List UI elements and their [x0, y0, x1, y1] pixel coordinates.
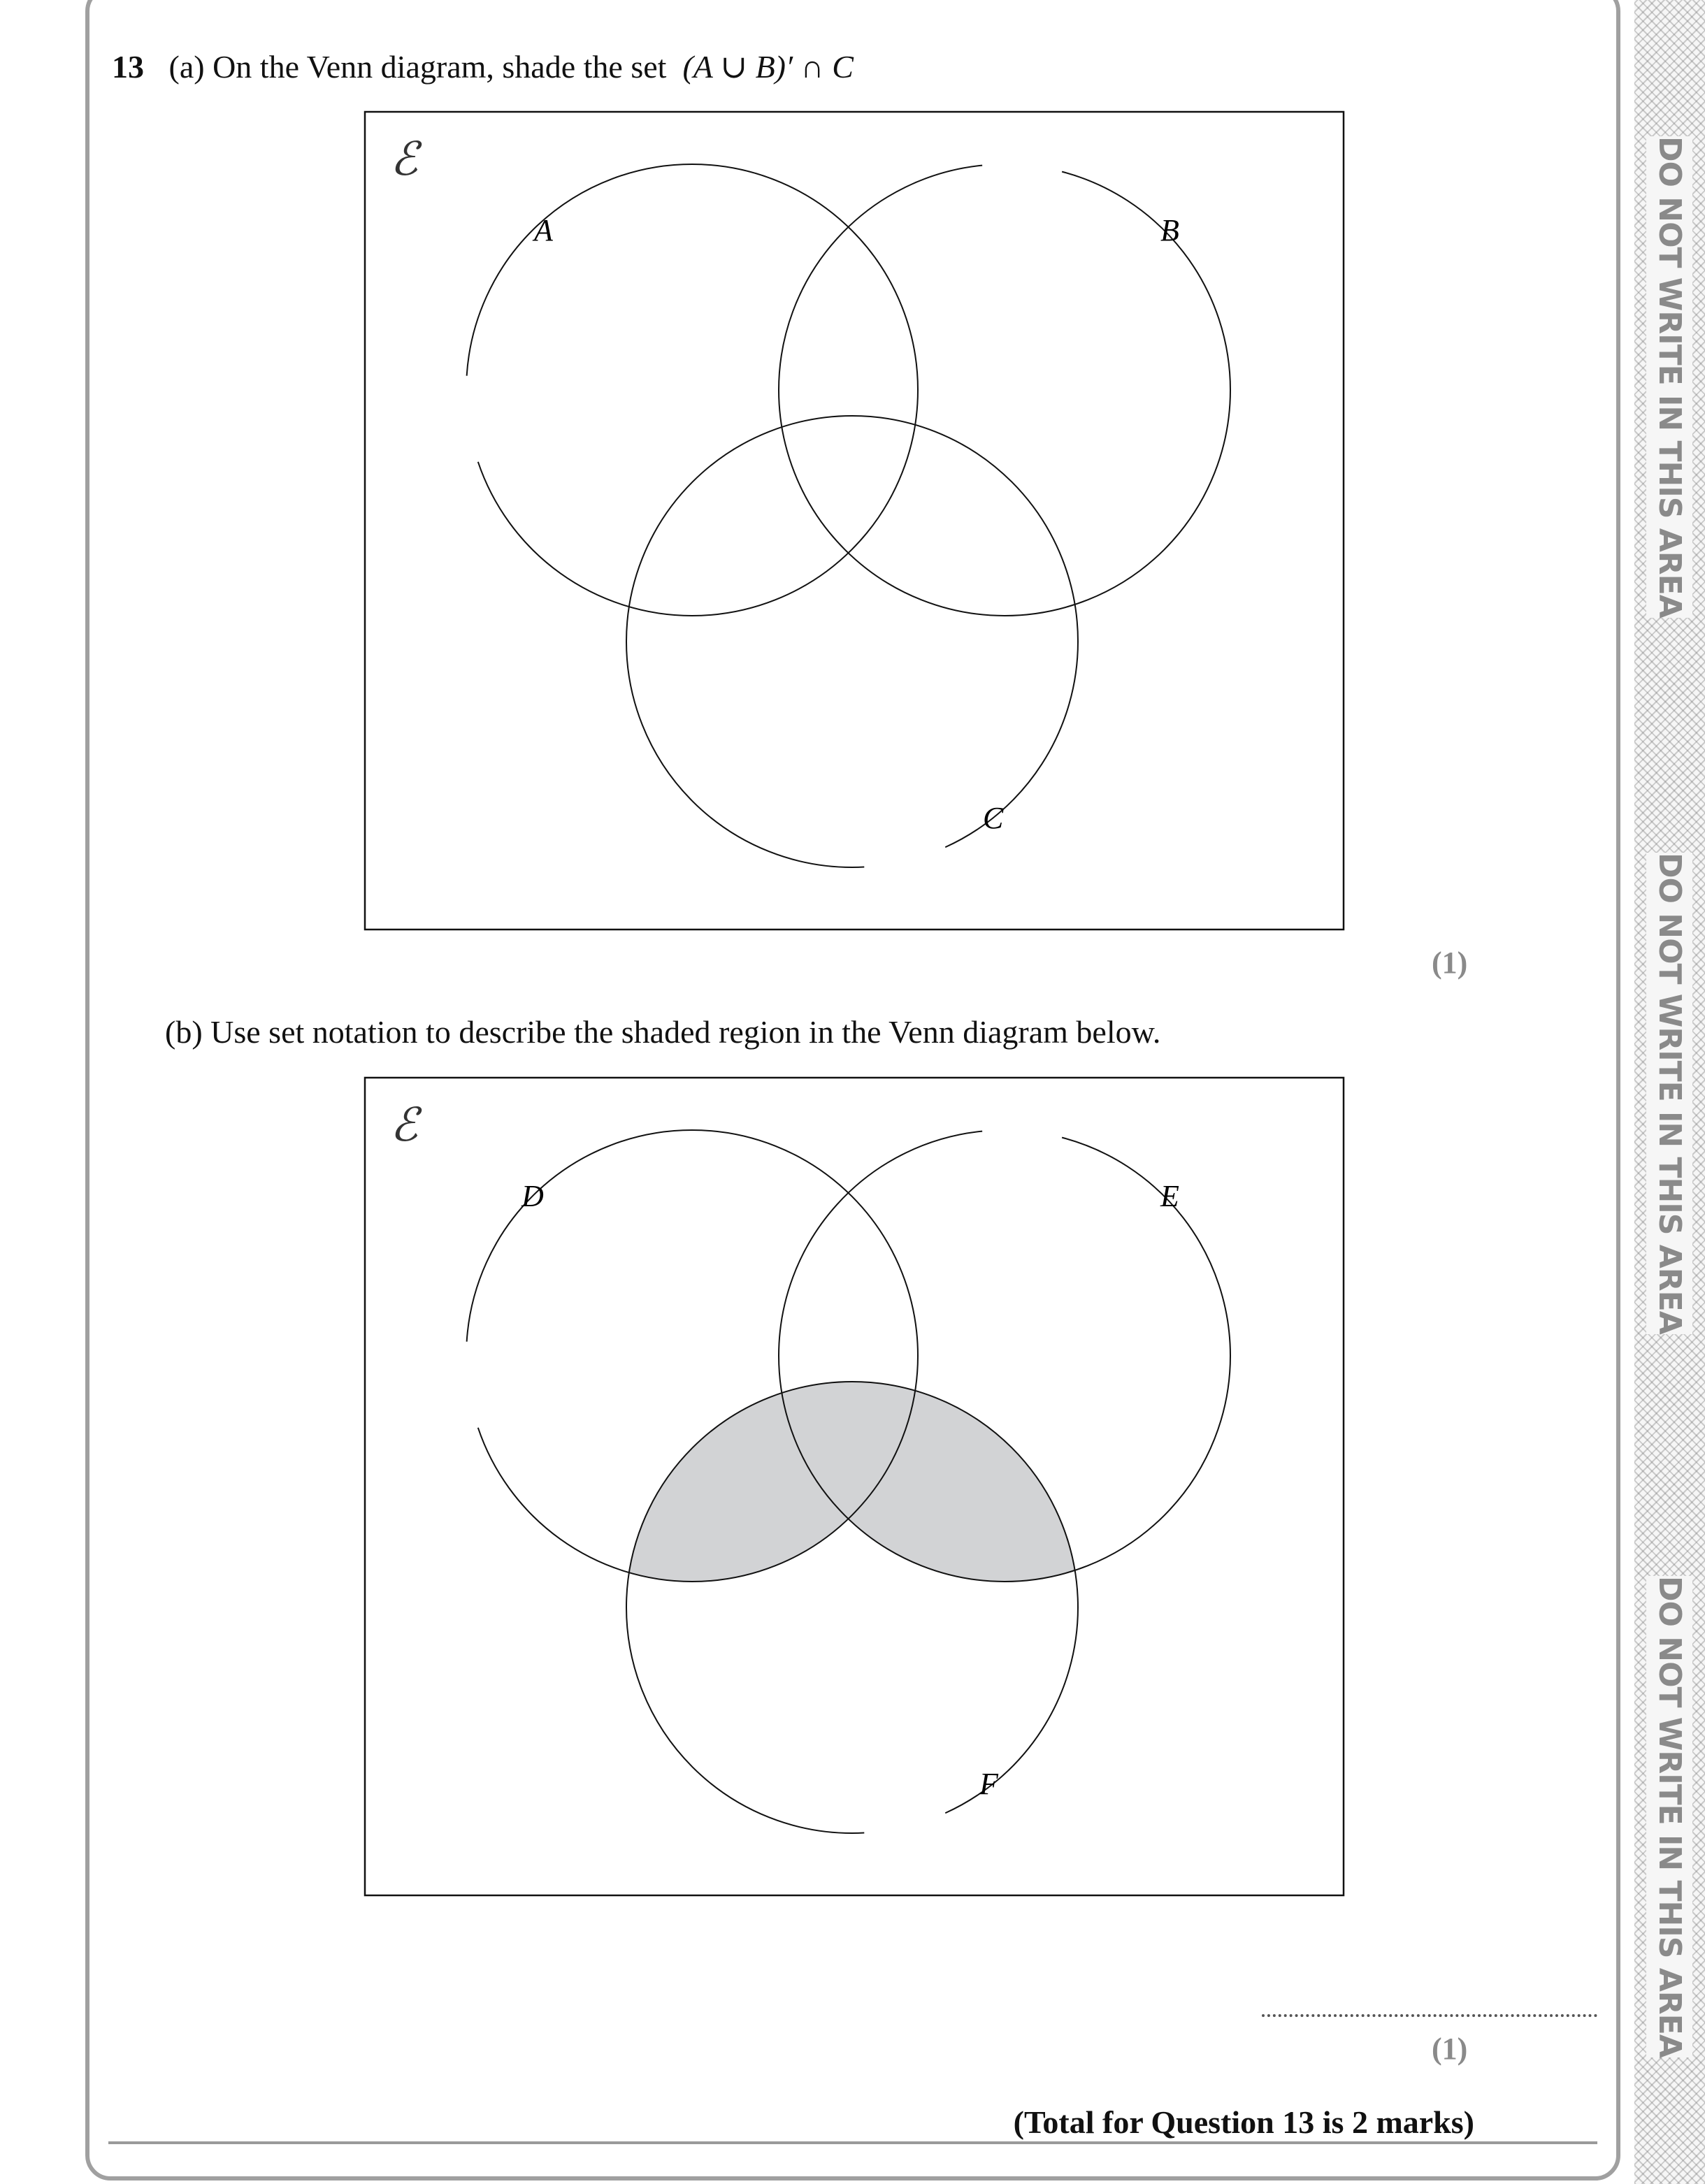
- part-a-marks: (1): [1432, 946, 1468, 980]
- part-a-label: (a): [168, 49, 205, 85]
- question-total: (Total for Question 13 is 2 marks): [1013, 2104, 1474, 2140]
- set-b-label: B: [1160, 213, 1179, 247]
- part-a-text: On the Venn diagram, shade the set: [213, 49, 667, 85]
- venn-diagram-a[interactable]: [364, 110, 1345, 931]
- set-d-label: D: [521, 1179, 544, 1213]
- margin-notice: DO NOT WRITE IN THIS AREA: [1646, 1576, 1692, 2058]
- set-a-label: A: [534, 213, 553, 247]
- set-f-label: F: [979, 1767, 998, 1801]
- answer-line[interactable]: [1262, 2014, 1597, 2017]
- margin-notice: DO NOT WRITE IN THIS AREA: [1646, 136, 1692, 618]
- shaded-region: [466, 1130, 1230, 1582]
- part-b-label: (b): [165, 1014, 203, 1050]
- universal-set-symbol: ℰ: [390, 132, 418, 186]
- part-a-expression: (A ∪ B)′ ∩ C: [682, 49, 854, 85]
- universal-set-symbol: ℰ: [390, 1098, 418, 1152]
- venn-diagram-b: [364, 1076, 1345, 1897]
- set-c-label: C: [983, 801, 1004, 835]
- question-b-line: [165, 1013, 1160, 1050]
- question-number: 13: [112, 49, 144, 85]
- set-e-label: E: [1160, 1179, 1179, 1213]
- part-b-text: Use set notation to describe the shaded region in the Venn diagram below.: [210, 1014, 1161, 1050]
- bottom-rule: [108, 2141, 1597, 2144]
- universal-set-box: [365, 112, 1344, 930]
- margin-notice: DO NOT WRITE IN THIS AREA: [1646, 853, 1692, 1334]
- question-a-line: [112, 48, 854, 85]
- set-c-circle[interactable]: [626, 416, 1078, 867]
- part-b-marks: (1): [1432, 2032, 1468, 2066]
